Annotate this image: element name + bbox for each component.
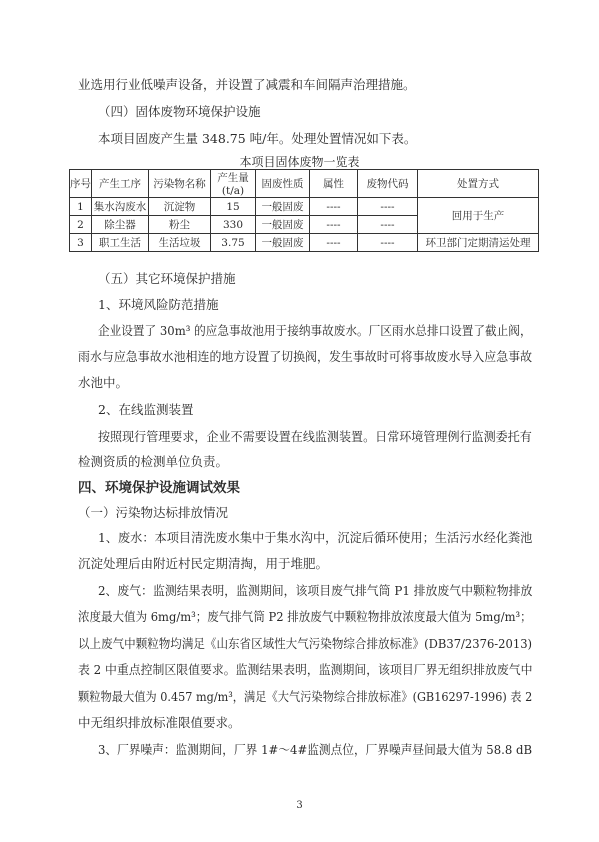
paragraph-line: 表 2 中重点控制区限值要求。监测结果表明，监测期间，该项目厂界无组织排放废气中 xyxy=(78,662,533,677)
cell-code: ---- xyxy=(358,198,418,216)
header-code: 废物代码 xyxy=(358,170,418,198)
cell-nature: 一般固废 xyxy=(256,216,310,234)
cell-amount: 330 xyxy=(211,216,256,234)
header-amount: 产生量(t/a) xyxy=(211,170,256,198)
section-heading-solid-waste: （四）固体废物环境保护设施 xyxy=(98,104,261,119)
paragraph-line: 业选用行业低噪声设备，并设置了减震和车间隔声治理措施。 xyxy=(78,77,416,92)
paragraph-line: 浓度最大值为 6mg/m³；废气排气筒 P2 排放废气中颗粒物排放浓度最大值为 5mg/m³； xyxy=(78,609,532,624)
paragraph-line: 中无组织排放标准限值要求。 xyxy=(78,715,241,730)
cell-pollutant: 生活垃圾 xyxy=(149,234,211,252)
header-seq: 序号 xyxy=(70,170,92,198)
cell-code: ---- xyxy=(358,216,418,234)
cell-nature: 一般固废 xyxy=(256,234,310,252)
cell-attr: ---- xyxy=(310,216,358,234)
section-heading-pollutant-emission: （一）污染物达标排放情况 xyxy=(78,505,229,520)
table-caption: 本项目固体废物一览表 xyxy=(239,155,360,169)
subsection-heading: 2、在线监测装置 xyxy=(98,402,194,417)
cell-amount: 3.75 xyxy=(211,234,256,252)
cell-process: 职工生活 xyxy=(92,234,149,252)
paragraph-line: 2、废气：监测结果表明，监测期间，该项目废气排气筒 P1 排放废气中颗粒物排放 xyxy=(98,583,533,598)
paragraph-line: 3、厂界噪声：监测期间，厂界 1#～4#监测点位，厂界噪声昼间最大值为 58.8 dB xyxy=(98,742,533,757)
section-heading-other-measures: （五）其它环境保护措施 xyxy=(98,271,236,286)
paragraph-line: 本项目固废产生量 348.75 吨/年。处理处置情况如下表。 xyxy=(98,131,417,146)
cell-seq: 1 xyxy=(70,198,92,216)
chapter-heading: 四、环境保护设施调试效果 xyxy=(78,480,240,496)
paragraph-line: 颗粒物最大值为 0.457 mg/m³，满足《大气污染物综合排放标准》(GB16297-1996) 表 2 xyxy=(78,689,533,704)
paragraph-line: 沉淀处理后由附近村民定期清掏，用于堆肥。 xyxy=(78,556,329,571)
paragraph-line: 水池中。 xyxy=(78,375,129,390)
paragraph-line: 雨水与应急事故水池相连的地方设置了切换阀，发生事故时可将事故废水导入应急事故 xyxy=(78,349,533,364)
header-pollutant: 污染物名称 xyxy=(149,170,211,198)
cell-seq: 2 xyxy=(70,216,92,234)
subsection-heading: 1、环境风险防范措施 xyxy=(98,297,219,312)
cell-amount: 15 xyxy=(211,198,256,216)
cell-nature: 一般固废 xyxy=(256,198,310,216)
solid-waste-table xyxy=(69,169,539,252)
table-header-row xyxy=(70,170,539,198)
paragraph-line: 按照现行管理要求，企业不需要设置在线监测装置。日常环境管理例行监测委托有 xyxy=(98,429,532,444)
cell-attr: ---- xyxy=(310,198,358,216)
cell-code: ---- xyxy=(358,234,418,252)
cell-process: 除尘器 xyxy=(92,216,149,234)
cell-disposal: 环卫部门定期清运处理 xyxy=(418,234,539,252)
cell-pollutant: 沉淀物 xyxy=(149,198,211,216)
header-attr: 属性 xyxy=(310,170,358,198)
header-nature: 固废性质 xyxy=(256,170,310,198)
cell-disposal-merged: 回用于生产 xyxy=(418,198,539,234)
header-disposal: 处置方式 xyxy=(418,170,539,198)
cell-pollutant: 粉尘 xyxy=(149,216,211,234)
paragraph-line: 检测资质的检测单位负责。 xyxy=(78,454,229,469)
cell-seq: 3 xyxy=(70,234,92,252)
paragraph-line: 以上废气中颗粒物均满足《山东省区域性大气污染物综合排放标准》(DB37/2376-2013) xyxy=(78,636,533,651)
table-row xyxy=(70,234,539,252)
table-row xyxy=(70,198,539,216)
page-number: 3 xyxy=(296,800,303,811)
header-process: 产生工序 xyxy=(92,170,149,198)
cell-attr: ---- xyxy=(310,234,358,252)
cell-process: 集水沟废水 xyxy=(92,198,149,216)
paragraph-line: 企业设置了 30m³ 的应急事故池用于接纳事故废水。厂区雨水总排口设置了截止阀， xyxy=(98,323,532,338)
paragraph-line: 1、废水：本项目清洗废水集中于集水沟中，沉淀后循环使用；生活污水经化粪池 xyxy=(98,530,533,545)
